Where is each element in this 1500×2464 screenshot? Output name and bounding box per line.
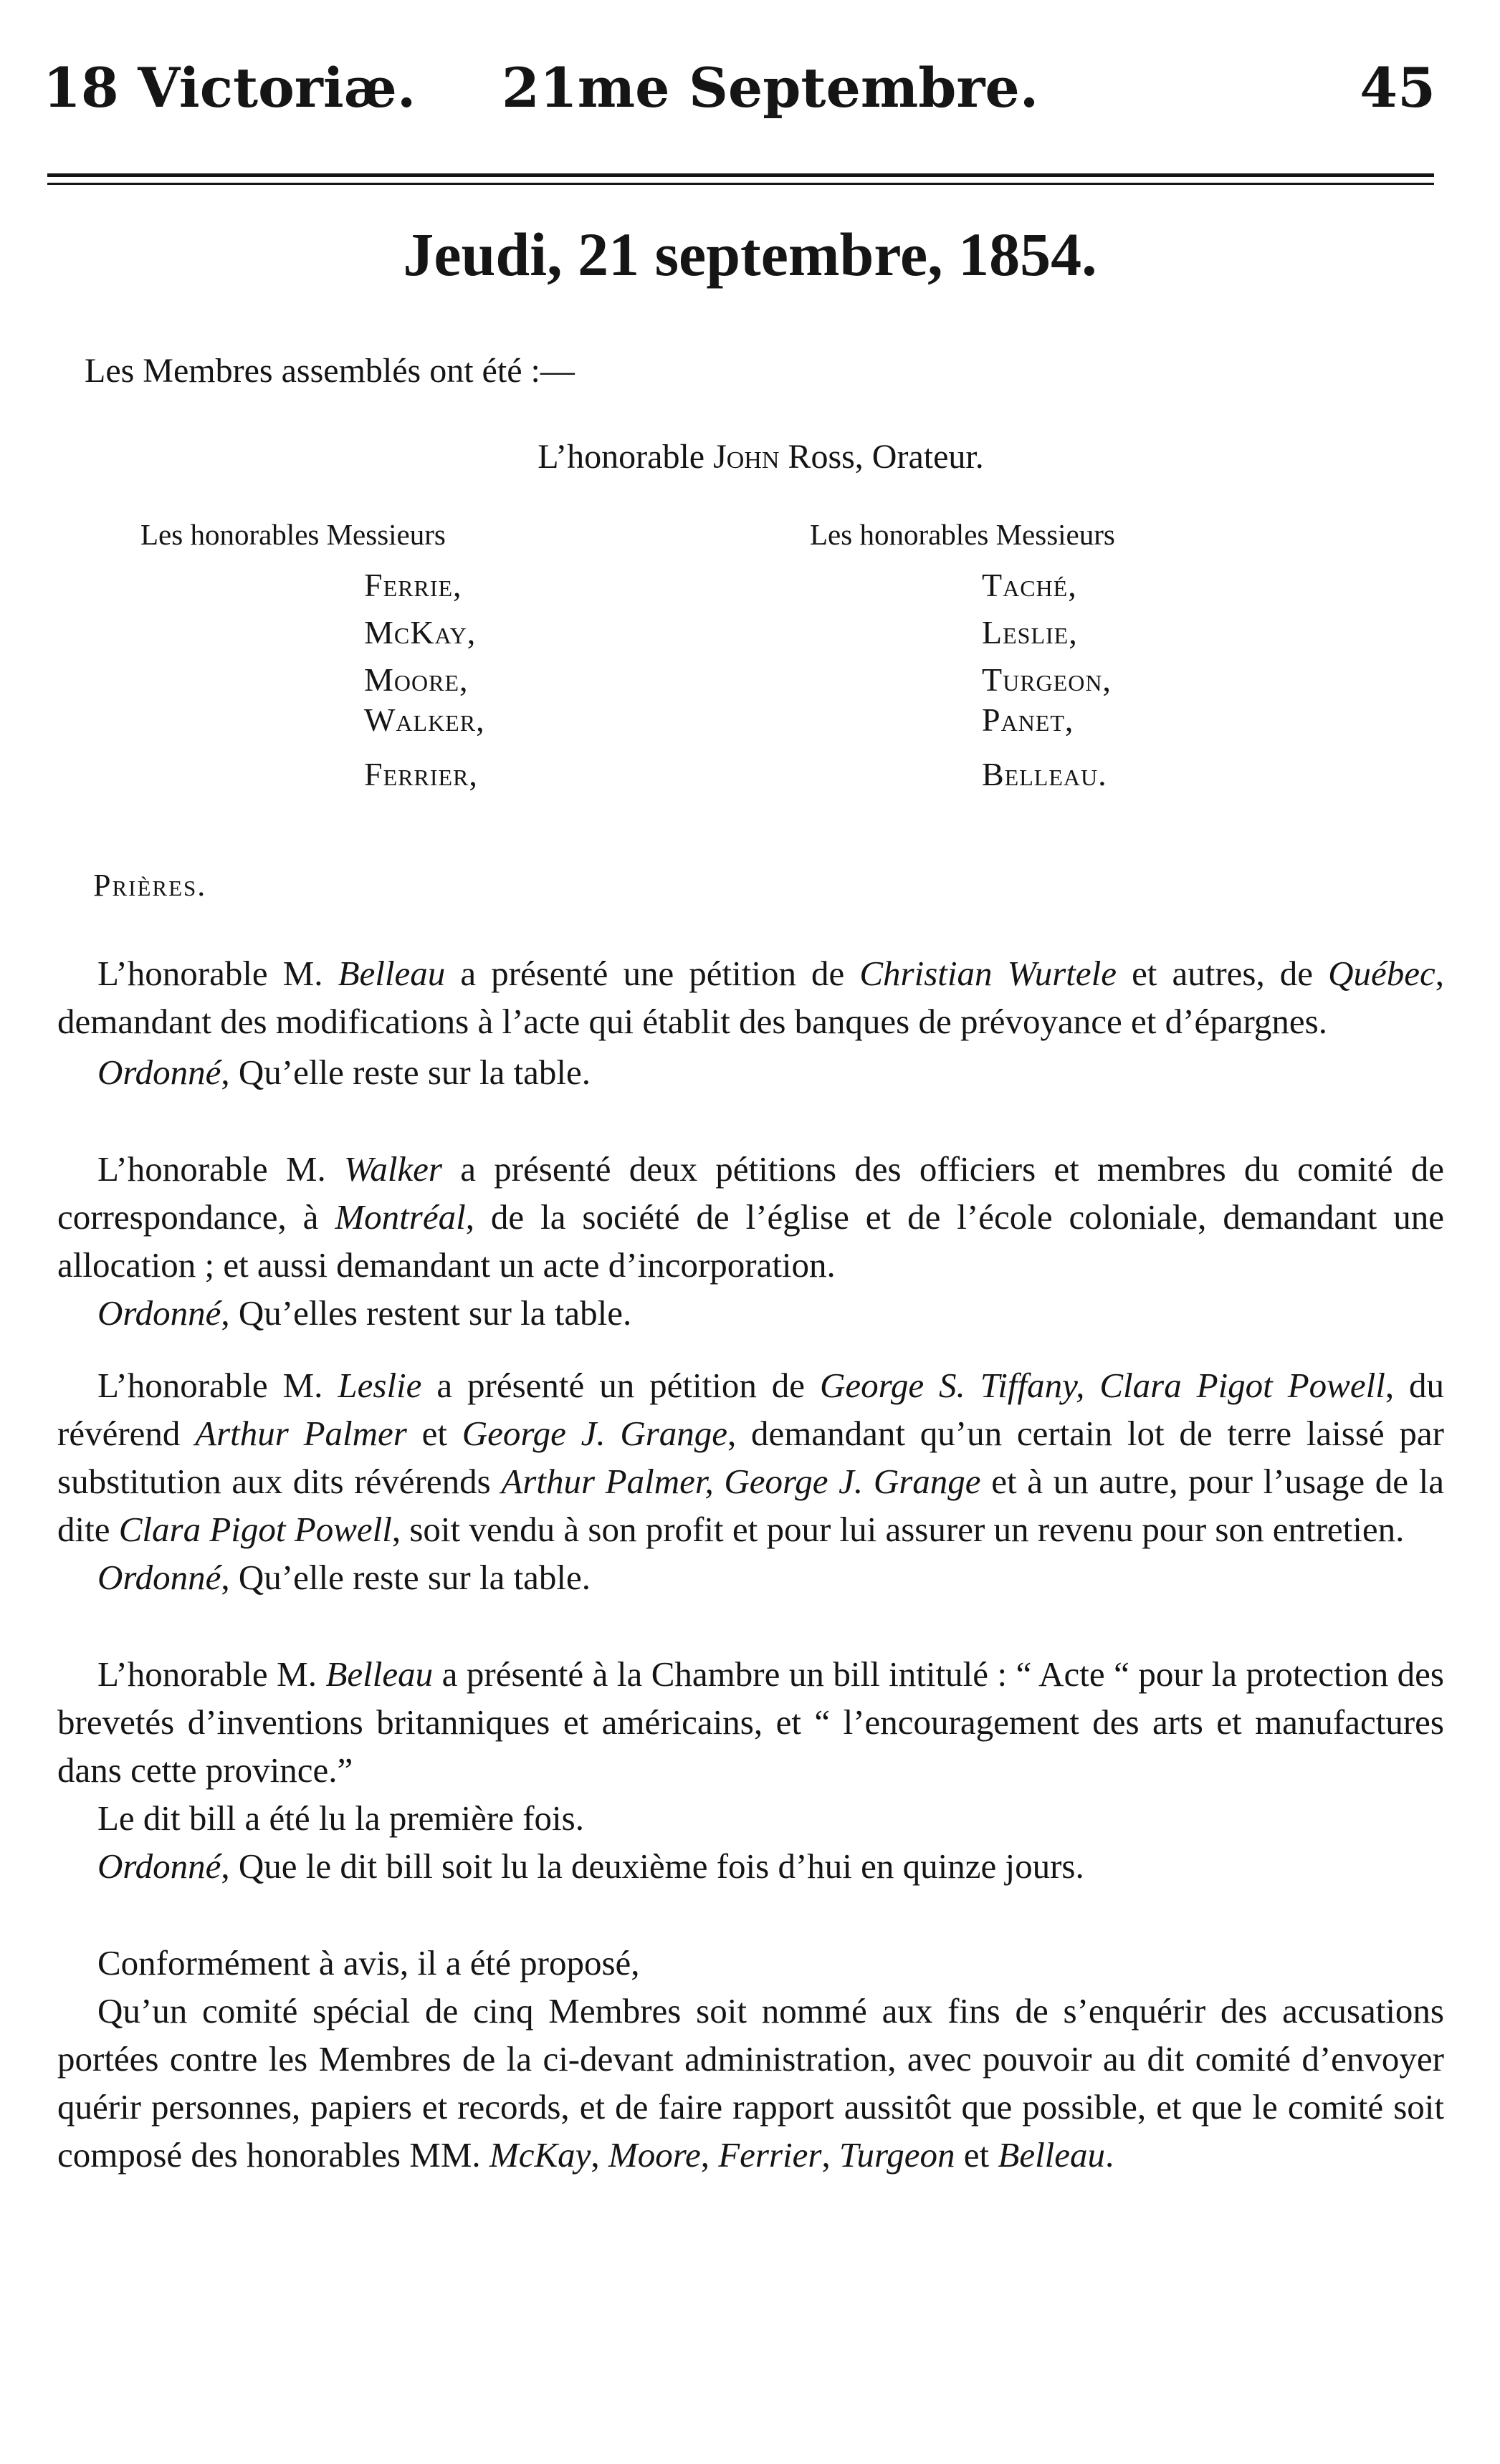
- first-reading-line: Le dit bill a été lu la première fois.: [97, 1798, 584, 1838]
- italic-text: Christian Wurtele: [859, 954, 1117, 993]
- member-name: Walker,: [364, 701, 485, 738]
- text-run: ,: [700, 2135, 719, 2175]
- paragraph-belleau-petition: [57, 949, 1444, 1045]
- text-run: , Qu’elle reste sur la table.: [221, 1558, 591, 1597]
- members-right-heading: Les honorables Messieurs: [810, 518, 1115, 551]
- italic-text: Québec: [1328, 954, 1435, 993]
- member-name: Ferrie,: [364, 567, 462, 603]
- italic-text: Ordonné: [97, 1558, 221, 1597]
- member-name: Moore,: [364, 661, 469, 698]
- members-right-list: [982, 566, 1112, 802]
- member-name: Ferrier,: [364, 756, 478, 792]
- text-run: et autres, de: [1117, 954, 1329, 993]
- paragraph-belleau-bill: [57, 1650, 1444, 1794]
- italic-text: Ordonné: [97, 1846, 221, 1886]
- text-run: et: [406, 1414, 462, 1453]
- italic-text: Walker: [344, 1149, 442, 1189]
- motion-notice: Conformément à avis, il a été proposé,: [97, 1943, 640, 1983]
- italic-text: Belleau: [998, 2135, 1106, 2175]
- speaker-first-name: John: [713, 438, 780, 476]
- italic-text: Arthur Palmer: [195, 1414, 407, 1453]
- text-run: ,: [821, 2135, 839, 2175]
- intro-line: Les Membres assemblés ont été :—: [85, 352, 575, 390]
- paragraph-leslie-petition: [57, 1361, 1444, 1553]
- speaker-prefix: L’honorable: [538, 438, 705, 476]
- text-run: et: [955, 2135, 998, 2175]
- italic-text: McKay: [489, 2135, 591, 2175]
- text-run: , Qu’elle reste sur la table.: [221, 1053, 591, 1092]
- members-left-heading: Les honorables Messieurs: [140, 518, 446, 551]
- text-run: .: [1105, 2135, 1114, 2175]
- text-run: L’honorable M.: [97, 954, 338, 993]
- text-run: et à un autre, pour l’usage de la dite: [57, 1462, 1445, 1549]
- order-line: [57, 1289, 1444, 1337]
- paragraph-committee-motion: [57, 1987, 1444, 2179]
- header-rule-thick: [47, 173, 1434, 177]
- italic-text: Leslie: [338, 1366, 422, 1405]
- italic-text: Moore: [608, 2135, 701, 2175]
- italic-text: Arthur Palmer, George J. Grange: [501, 1462, 981, 1501]
- italic-text: Montréal: [335, 1197, 466, 1237]
- italic-text: George S. Tiffany, Clara Pigot Powell: [819, 1366, 1385, 1405]
- italic-text: Ordonné: [97, 1053, 221, 1092]
- italic-text: Ordonné: [97, 1293, 221, 1333]
- text-run: a présenté une pétition de: [445, 954, 860, 993]
- text-run: a présenté à la Chambre un bill intitulé : “ Acte “ pour la protection des brevetés d’inventions britanniques et américains, et “ l’encouragement des arts et manufactures dans cette province.”: [57, 1654, 1445, 1790]
- body-text: [57, 949, 1444, 2179]
- member-name: Leslie,: [982, 614, 1078, 651]
- italic-text: Ferrier: [718, 2135, 822, 2175]
- speaker-rest: Ross, Orateur.: [788, 438, 984, 476]
- paragraph-walker-petition: [57, 1145, 1444, 1289]
- members-left-list: [364, 566, 485, 802]
- italic-text: Belleau: [325, 1654, 434, 1694]
- text-run: , demandant des modifications à l’acte qui établit des banques de prévoyance et d’épargnes.: [57, 954, 1444, 1041]
- order-line: [57, 1842, 1444, 1890]
- order-line: [57, 1048, 1444, 1096]
- text-run: Qu’un comité spécial de cinq Membres soit nommé aux fins de s’enquérir des accusations portées contre les Membres de la ci-devant administration, avec pouvoir au dit comité d’envoyer quérir personnes, papiers et records, et de faire rapport aussitôt que possible, et que le comité soit composé des honorables MM.: [57, 1991, 1444, 2175]
- text-run: , demandant qu’un certain lot de terre laissé par substitution aux dits révérends: [57, 1414, 1444, 1501]
- header-rule-thin: [47, 183, 1434, 185]
- italic-text: Turgeon: [839, 2135, 955, 2175]
- running-header: [43, 56, 1435, 135]
- text-run: a présenté deux pétitions des officiers et membres du comité de correspondance, à: [57, 1149, 1444, 1237]
- order-line: [57, 1553, 1444, 1601]
- text-run: ,: [591, 2135, 608, 2175]
- text-run: , du révérend: [57, 1366, 1445, 1453]
- header-date: 21me Septembre.: [502, 56, 1039, 120]
- page-title: Jeudi, 21 septembre, 1854.: [403, 220, 1097, 289]
- italic-text: Clara Pigot Powell: [118, 1510, 392, 1549]
- member-name: Taché,: [982, 567, 1077, 603]
- text-run: , de la société de l’église et de l’école coloniale, demandant une allocation ; et aussi demandant un acte d’incorporation.: [57, 1197, 1444, 1285]
- member-name: Belleau.: [982, 756, 1107, 792]
- header-session: 18 Victoriæ.: [43, 56, 416, 120]
- italic-text: George J. Grange: [462, 1414, 728, 1453]
- page-number: 45: [1360, 56, 1435, 120]
- text-run: L’honorable M.: [97, 1366, 338, 1405]
- text-run: , soit vendu à son profit et pour lui assurer un revenu pour son entretien.: [391, 1510, 1405, 1549]
- prayers-heading: Prières.: [93, 868, 207, 903]
- speaker-line: [0, 437, 1500, 476]
- text-run: a présenté un pétition de: [421, 1366, 820, 1405]
- text-run: , Qu’elles restent sur la table.: [221, 1293, 632, 1333]
- text-run: L’honorable M.: [97, 1149, 344, 1189]
- text-run: , Que le dit bill soit lu la deuxième fois d’hui en quinze jours.: [221, 1846, 1084, 1886]
- member-name: Turgeon,: [982, 661, 1112, 698]
- italic-text: Belleau: [338, 954, 446, 993]
- text-run: L’honorable M.: [97, 1654, 326, 1694]
- member-name: Panet,: [982, 701, 1074, 738]
- member-name: McKay,: [364, 614, 477, 651]
